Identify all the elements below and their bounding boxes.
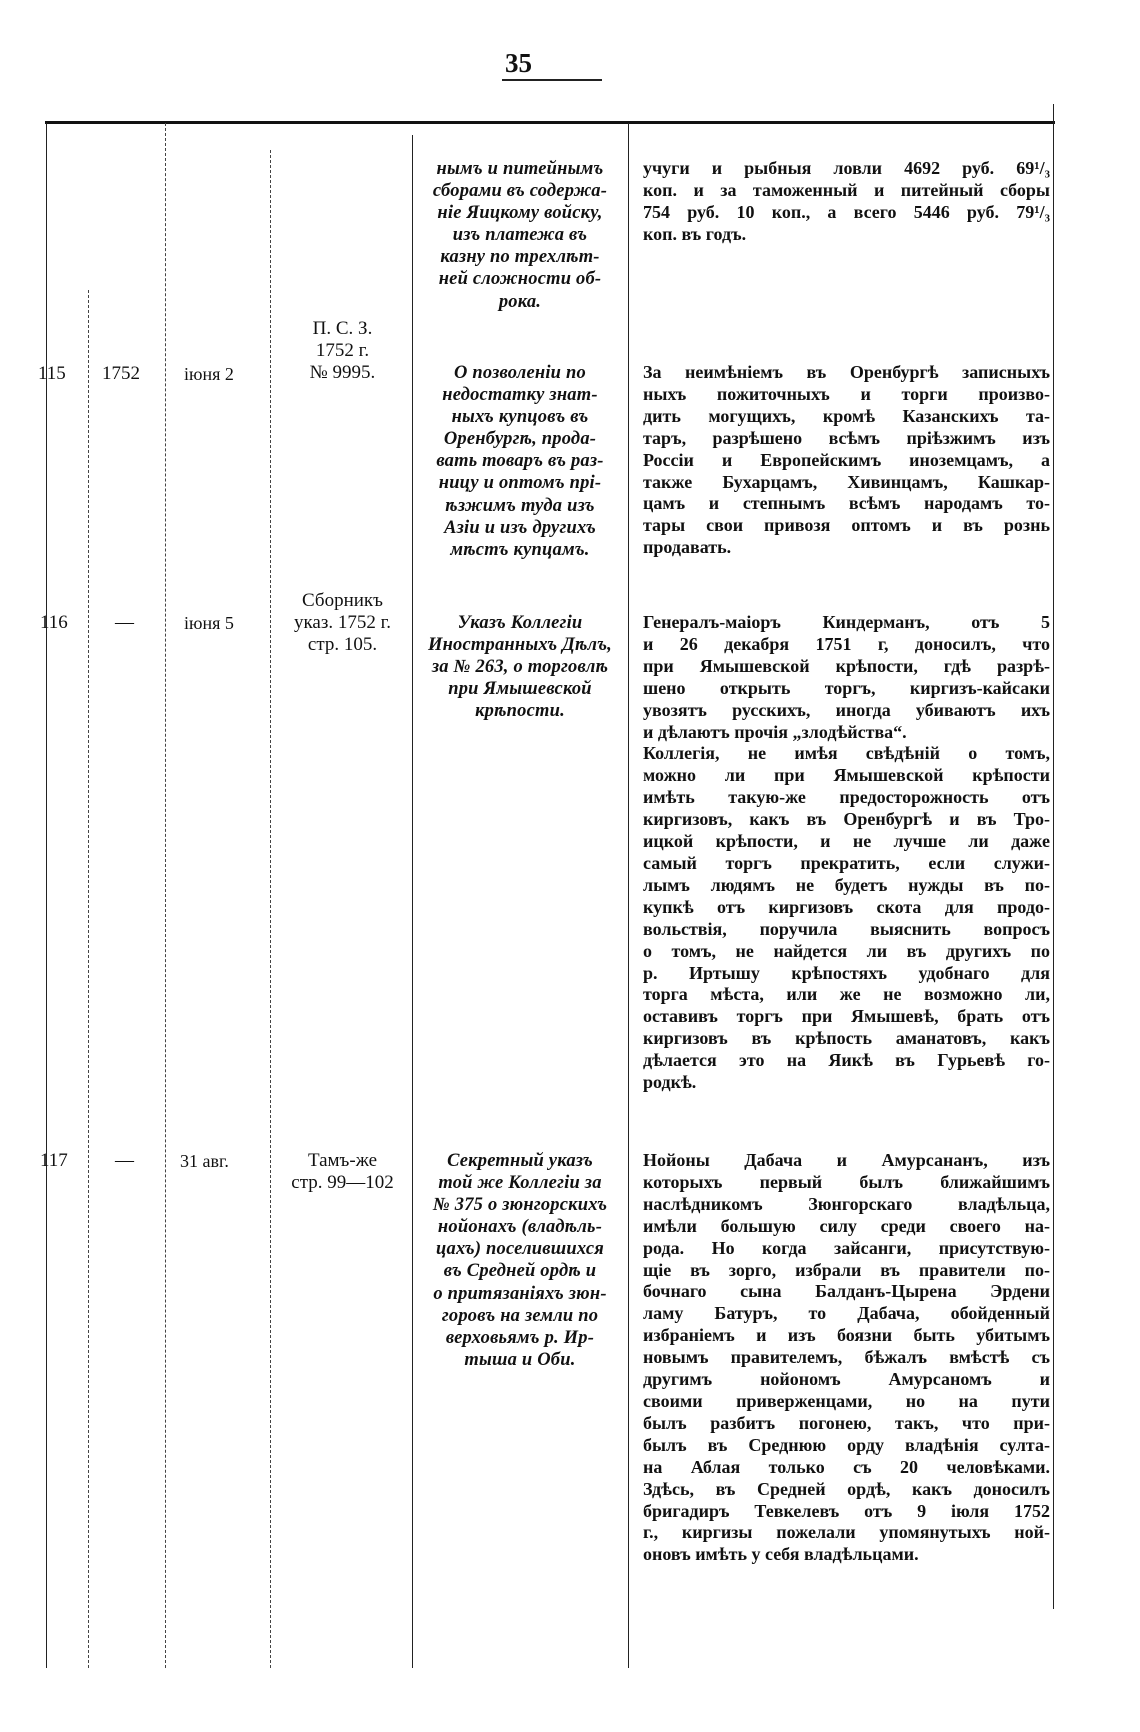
column-rule-title [628,123,629,1668]
entry-year: — [115,1150,134,1171]
entry-date: іюня 5 [184,613,234,633]
column-rule-year [165,123,166,1668]
entry-source: Сборникъ указ. 1752 г. стр. 105. [293,590,392,655]
entry-title: О позволеніи по недостатку знат- ныхъ купцовъ въ Оренбургѣ, прода- вать товаръ въ раз- ницу и оптомъ прі- ѣзжимъ туда изъ Азіи и изъ другихъ мѣстъ купцамъ. [436,363,604,560]
entry-date: іюня 2 [184,364,234,384]
entry-summary: Генералъ-маіоръ Киндерманъ, отъ 5 и 26 декабря 1751 г, доносилъ, что при Ямышевской крѣпости, гдѣ разрѣ- шено открыть торгъ, киргизъ-кайсаки увозятъ русскихъ, иногда убиваютъ ихъ и дѣлаютъ прочія „злодѣйства“. Коллегія, не имѣя свѣдѣній о томъ, можно ли при Ямышевской крѣпости имѣть такую-же предосторожность отъ киргизовъ, какъ въ Оренбургѣ и въ Тро- ицкой крѣпости, и не лучше ли даже самый торгъ прекратить, если служи- лымъ людямъ не будетъ нужды въ по- купкѣ отъ киргизовъ скота для продо- вольствія, поручила выяснить вопросъ о томъ, не найдется ли въ другихъ по р. Иртышу крѣпостяхъ удобнаго для торга мѣста, или же не возможно ли, оставивъ торгъ при Ямышевѣ, брать отъ киргизовъ въ крѣпость аманатовъ, какъ дѣлается это на Яикѣ въ Гурьевѣ го- родкѣ. [643,612,1050,1093]
entry-number: 117 [40,1150,68,1171]
column-rule-source [412,135,413,1668]
column-rule-right [1053,104,1054,1609]
entry-summary: Нойоны Дабача и Амурсананъ, изъ которыхъ первый былъ ближайшимъ наслѣдникомъ Зюнгорскаго владѣльца, имѣли большую силу среди своего на- рода. Но когда зайсанги, присутствую- щіе въ зорго, избрали въ правители по- бочнаго сына Балданъ-Цырена Эрдени ламу Батуръ, то Дабача, обойденный избраніемъ и изъ боязни быть убитымъ новымъ правителемъ, бѣжалъ вмѣстѣ съ другимъ нойономъ Амурсаномъ и своими приверженцами, но на пути былъ разбитъ погонею, такъ, что при- былъ въ Среднюю орду владѣнія султа- на Аблая только съ 20 человѣками. Здѣсь, въ Средней ордѣ, какъ доносилъ бригадиръ Тевкелевъ отъ 9 іюля 1752 г., киргизы пожелали упомянутыхъ ной- оновъ имѣть у себя владѣльцами. [643,1150,1050,1565]
page-number: 35 [505,48,532,78]
entry-year: 1752 [102,363,140,384]
entry-source: П. С. З. 1752 г. № 9995. [309,318,376,383]
column-rule-left [46,123,47,1668]
page-number-underline [502,79,602,81]
column-rule-date [270,150,271,1668]
continuation-summary: учуги и рыбныя ловли 4692 руб. 69¹/₃ коп. и за таможенный и питейный сборы 754 руб. 10 коп., а всего 5446 руб. 79¹/₃ коп. въ годъ. [643,158,1050,244]
table-top-rule [45,121,1055,124]
entry-summary: За неимѣніемъ въ Оренбургѣ записныхъ ныхъ пожиточныхъ и торги произво- дить могущихъ, кромѣ Казанскихъ та- таръ, разрѣшено всѣмъ пріѣзжимъ изъ Россіи и Европейскимъ иноземцамъ, а также Бухарцамъ, Хивинцамъ, Кашкар- цамъ и степнымъ всѣмъ народамъ то- тары свои привозя оптомъ и въ рознь продавать. [643,362,1050,558]
entry-number: 116 [40,612,68,633]
continuation-title: нымъ и питейнымъ сборами въ содержа- ніе Яицкому войску, изъ платежа въ казну по трехлѣт- ней сложности об- рока. [432,159,608,312]
entry-number: 115 [38,363,66,384]
entry-source: Тамъ-же стр. 99—102 [291,1150,394,1193]
column-rule-number [88,290,89,1668]
entry-title: Указъ Коллегіи Иностранныхъ Дѣлъ, за № 263, о торговлѣ при Ямышевской крѣпости. [428,613,612,722]
entry-date: 31 авг. [180,1151,229,1171]
entry-title: Секретный указъ той же Коллегіи за № 375 о зюнгорскихъ нойонахъ (владѣль- цахъ) поселившихся въ Средней ордѣ и о притязаніяхъ зюн- горовъ на земли по верховьямъ р. Ир- тыша и Оби. [432,1151,608,1370]
entry-year: — [115,612,134,633]
